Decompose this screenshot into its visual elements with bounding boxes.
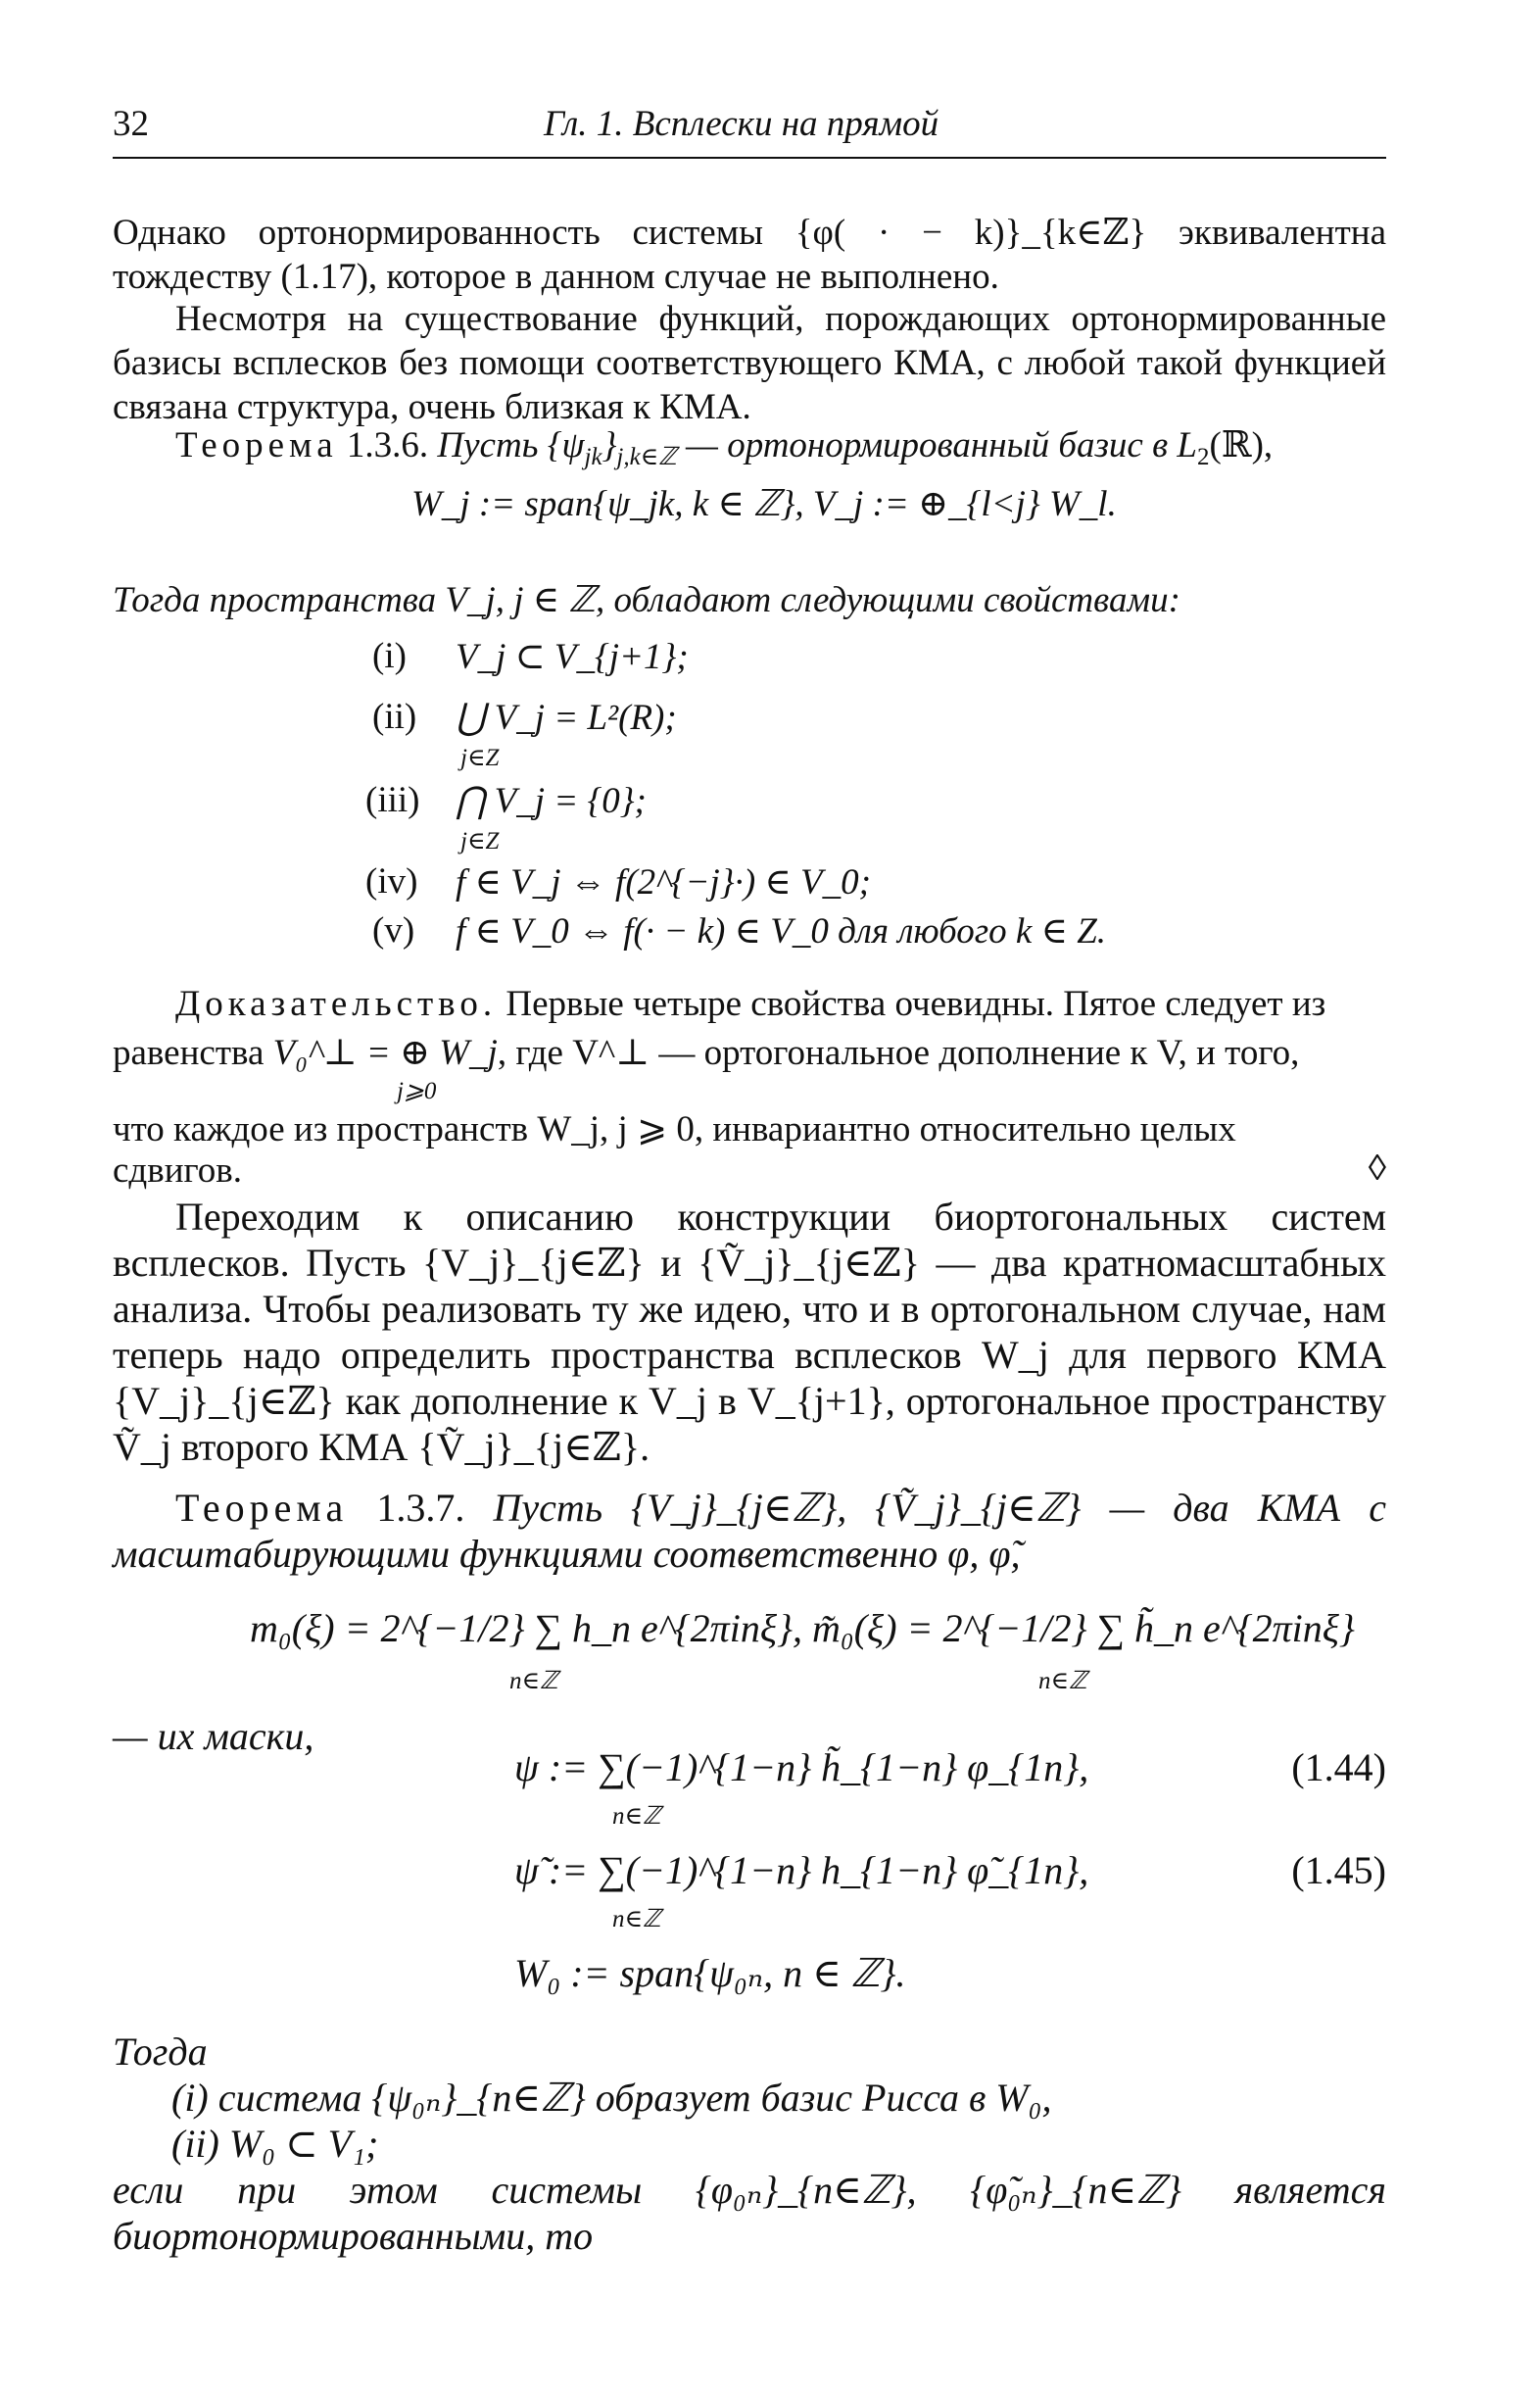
proof-line-1 <box>175 983 1325 1025</box>
theorem-136-sub: jk <box>584 444 602 470</box>
equation-1-45: ψ̃ := ∑(−1)^{1−n} h_{1−n} φ̃_{1n}, <box>514 1848 1089 1892</box>
theorem-136-text-d: (ℝ), <box>1209 425 1274 465</box>
prop-ii-limit: j∈Z <box>460 745 500 771</box>
proof-line-4: сдвигов. <box>113 1150 242 1191</box>
running-title: Гл. 1. Всплески на прямой <box>544 104 939 144</box>
proof-text-b-post: , где V^⊥ — ортогональное дополнение к V, и того, <box>497 1033 1300 1073</box>
their-masks: — их маски, <box>113 1714 314 1758</box>
qed-diamond: ◊ <box>1368 1149 1386 1189</box>
theorem-136-line <box>175 423 1273 471</box>
proof-math: V₀^⊥ = ⊕ W_j <box>272 1033 498 1073</box>
proof-line-2 <box>113 1031 1386 1074</box>
equation-1-45-limit: n∈ℤ <box>612 1906 661 1932</box>
theorem-137-number: 1.3.7. <box>376 1486 465 1530</box>
page-number: 32 <box>113 104 149 144</box>
conclusion-i: (i) система {ψ₀ₙ}_{n∈ℤ} образует базис Рисса в W₀, <box>171 2076 1052 2120</box>
prop-v-body: f ∈ V_0 ⇔ f(· − k) ∈ V_0 для любого k ∈ Z. <box>456 911 1107 952</box>
proof-text-a: Первые четыре свойства очевидны. Пятое следует из <box>497 984 1326 1024</box>
paragraph-3: Переходим к описанию конструкции биортогональных систем всплесков. Пусть {V_j}_{j∈ℤ} и {Ṽ_j}_{j∈ℤ} — два кратномасштабных анализа. Чтобы реализовать ту же идею, что и в ортогональном случае, нам теперь надо определить пространства всплесков W_j для первого КМА {V_j}_{j∈ℤ} как дополнение к V_j в V_{j+1}, ортогональное пространству Ṽ_j второго КМА {Ṽ_j}_{j∈ℤ}. <box>113 1195 1386 1469</box>
prop-iii-limit: j∈Z <box>460 828 500 855</box>
theorem-137-label: Теорема <box>175 1486 349 1530</box>
prop-iv-label: (iv) <box>365 861 418 902</box>
last-paragraph: если при этом системы {φ₀ₙ}_{n∈ℤ}, {φ̃₀ₙ}_{n∈ℤ} является биортонормированными, то <box>113 2168 1386 2258</box>
theorem-137-text: Пусть {V_j}_{j∈ℤ}, {Ṽ_j}_{j∈ℤ} — два КМА с масштабирующими функциями соответственно φ, φ̃, <box>113 1486 1386 1576</box>
equation-wj-vj: W_j := span{ψ_jk, k ∈ ℤ}, V_j := ⊕_{l<j} W_l. <box>411 484 1117 524</box>
theorem-136-text-b: } <box>602 425 617 465</box>
theorem-number: 1.3.6. <box>346 425 429 465</box>
prop-ii-body: ⋃ V_j = L²(R); <box>456 698 677 738</box>
prop-iii-label: (iii) <box>365 780 420 820</box>
book-page <box>113 0 1386 2395</box>
masks-limit-1: n∈ℤ <box>509 1668 558 1694</box>
theorem-136-sub3: 2 <box>1197 444 1210 470</box>
then-line: Тогда пространства V_j, j ∈ ℤ, обладают следующими свойствами: <box>113 580 1180 620</box>
prop-v-label: (v) <box>372 910 415 951</box>
proof-limit: j⩾0 <box>397 1078 437 1104</box>
theorem-136-text-a: Пусть {ψ <box>437 425 585 465</box>
theorem-136-text-c: — ортонормированный базис в L <box>676 425 1197 465</box>
header-rule <box>113 157 1386 159</box>
equation-1-45-number: (1.45) <box>1291 1848 1386 1892</box>
prop-iii-body: ⋂ V_j = {0}; <box>456 781 647 821</box>
equation-1-44-number: (1.44) <box>1291 1745 1386 1789</box>
prop-i-label: (i) <box>372 636 407 676</box>
equation-1-44-limit: n∈ℤ <box>612 1803 661 1830</box>
equation-1-44: ψ := ∑(−1)^{1−n} h̃_{1−n} φ_{1n}, <box>514 1745 1089 1789</box>
prop-ii-label: (ii) <box>372 697 417 737</box>
prop-i-body: V_j ⊂ V_{j+1}; <box>456 637 689 677</box>
paragraph-1: Однако ортонормированность системы {φ( · − k)}_{k∈ℤ} эквивалентна тождеству (1.17), которое в данном случае не выполнено. <box>113 213 1386 297</box>
prop-iv-body: f ∈ V_j ⇔ f(2^{−j}·) ∈ V_0; <box>456 862 871 903</box>
theorem-136-sub2: j,k∈ℤ <box>616 444 677 470</box>
theorem-label: Теорема <box>175 425 338 465</box>
conclusion-ii: (ii) W₀ ⊂ V₁; <box>171 2122 379 2166</box>
equation-w0: W₀ := span{ψ₀ₙ, n ∈ ℤ}. <box>514 1951 906 1995</box>
equation-masks: m₀(ξ) = 2^{−1/2} ∑ h_n e^{2πinξ}, m̃₀(ξ) = 2^{−1/2} ∑ h̃_n e^{2πinξ} <box>250 1606 1355 1650</box>
proof-label: Доказательство. <box>175 984 498 1024</box>
proof-text-b-pre: равенства <box>113 1033 273 1073</box>
then-2: Тогда <box>113 2029 208 2074</box>
proof-line-3: что каждое из пространств W_j, j ⩾ 0, инвариантно относительно целых <box>113 1109 1236 1149</box>
theorem-137 <box>113 1485 1386 1577</box>
masks-limit-2: n∈ℤ <box>1038 1668 1087 1694</box>
paragraph-2: Несмотря на существование функций, порождающих ортонормированные базисы всплесков без помощи соответствующего КМА, с любой такой функцией связана структура, очень близкая к КМА. <box>113 299 1386 427</box>
